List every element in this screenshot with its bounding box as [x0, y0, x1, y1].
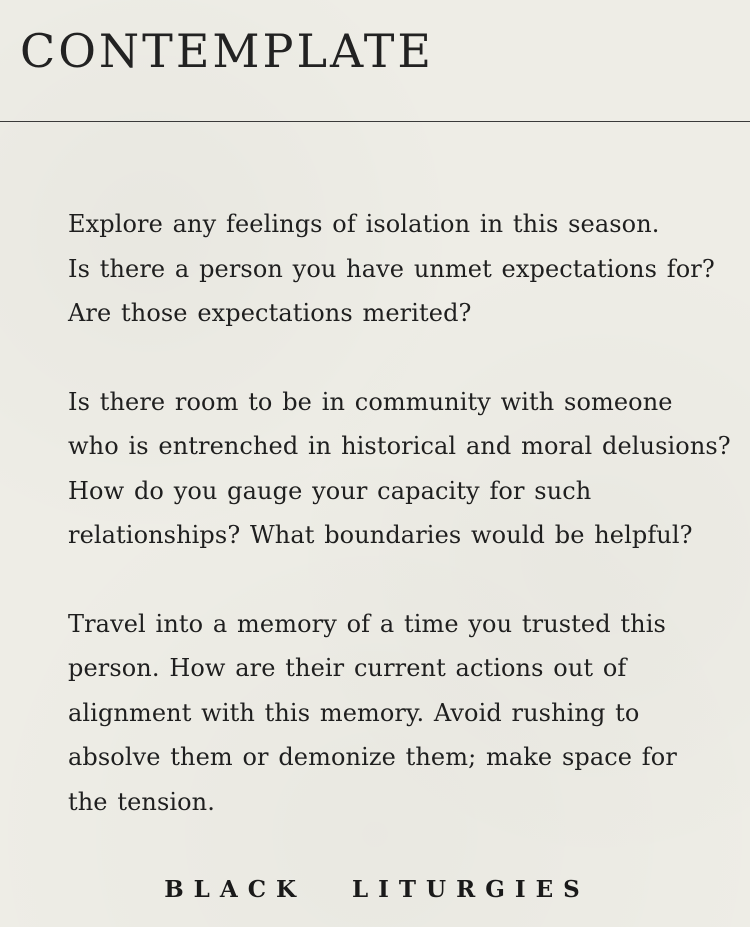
text-line: Is there a person you have unmet expectations for? [68, 254, 715, 283]
page-title: CONTEMPLATE [20, 24, 434, 78]
text-line: Are those expectations merited? [68, 299, 472, 327]
title-divider [0, 121, 750, 122]
paragraph-isolation [68, 202, 740, 336]
text-line: relationships? What boundaries would be helpful? [68, 521, 693, 549]
text-line: the tension. [68, 787, 215, 816]
text-line: absolve them or demonize them; make space for [68, 743, 677, 771]
text-line: who is entrenched in historical and moral delusions? [68, 432, 731, 460]
text-line: Travel into a memory of a time you trusted this [68, 609, 666, 638]
text-line: person. How are their current actions out of [68, 654, 627, 682]
paragraph-community [68, 380, 740, 558]
text-line: Explore any feelings of isolation in this season. [68, 210, 660, 238]
text-line: alignment with this memory. Avoid rushing to [68, 698, 640, 727]
text-line: Is there room to be in community with someone [68, 387, 673, 416]
reflection-prompts [68, 202, 740, 868]
brand-footer: BLACK LITURGIES [164, 876, 590, 903]
text-line: How do you gauge your capacity for such [68, 476, 592, 505]
paragraph-memory [68, 602, 740, 825]
